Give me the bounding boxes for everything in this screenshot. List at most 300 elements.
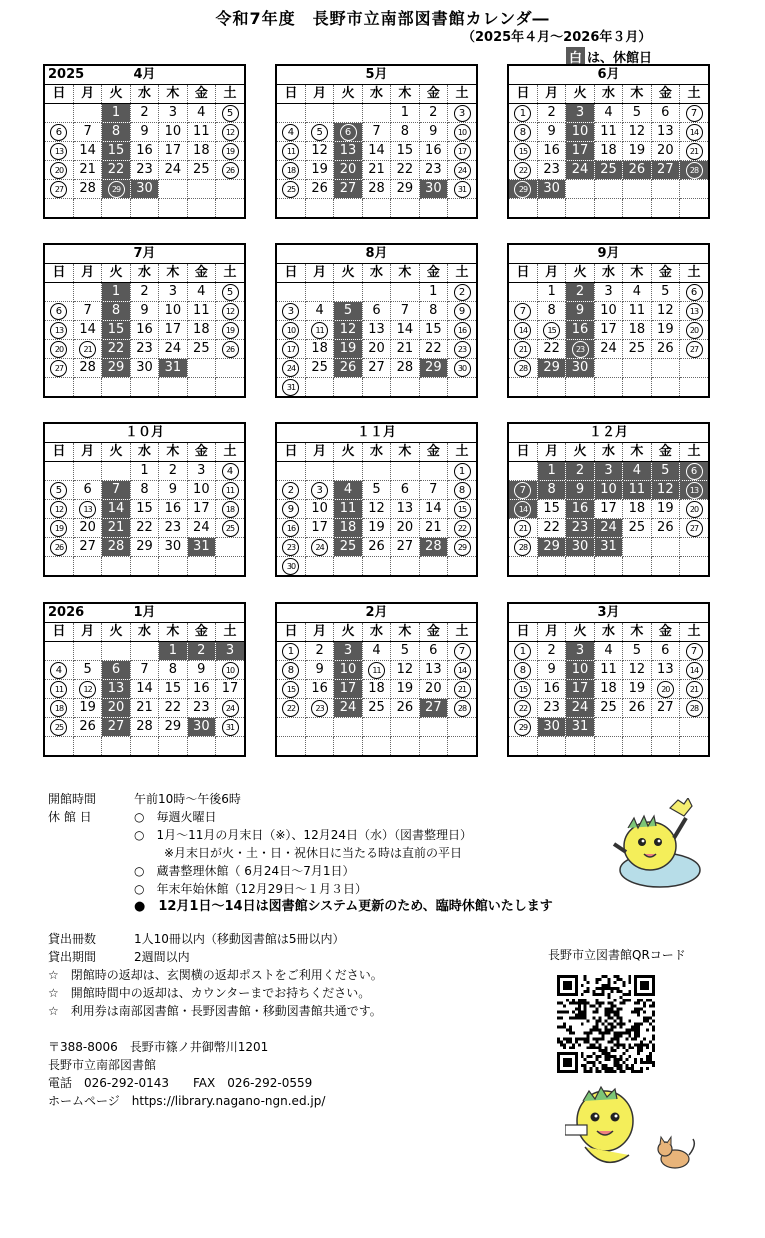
week-row [45, 340, 244, 359]
week-row [277, 481, 476, 500]
empty-cell [680, 557, 708, 576]
day-cell: 2 [305, 642, 333, 661]
day-cell: 4 [305, 302, 333, 321]
empty-cell [623, 378, 651, 397]
day-cell [277, 642, 305, 661]
empty-cell [537, 557, 565, 576]
day-cell: 19 [651, 500, 679, 519]
day-cell: 1 [391, 104, 419, 123]
holiday-circle: 12 [222, 124, 239, 141]
weekday-header: 金 [651, 623, 679, 642]
day-cell: 18 [594, 142, 622, 161]
weekday-header: 水 [362, 623, 390, 642]
holiday-circle: 21 [514, 520, 531, 537]
holiday-circle: 28 [454, 700, 471, 717]
day-cell [448, 642, 476, 661]
empty-cell [419, 557, 447, 576]
day-cell-closed: 15 [102, 321, 130, 340]
day-cell-closed: 10 [594, 481, 622, 500]
weekday-row [509, 623, 708, 642]
empty-cell [419, 199, 447, 218]
day-cell: 19 [623, 142, 651, 161]
empty-cell [277, 718, 305, 737]
weekday-header: 金 [651, 264, 679, 283]
month-header [45, 66, 244, 85]
day-grid [277, 623, 476, 755]
day-cell [448, 283, 476, 302]
week-row [277, 161, 476, 180]
month-calendar [43, 64, 246, 219]
empty-cell [45, 104, 73, 123]
holiday-circle: 24 [282, 360, 299, 377]
week-row [509, 302, 708, 321]
empty-cell [623, 538, 651, 557]
holiday-circle: 6 [50, 124, 67, 141]
holiday-circle: 13 [50, 322, 67, 339]
day-cell [509, 680, 537, 699]
weekday-header: 火 [334, 443, 362, 462]
legend-text: は、休館日 [587, 51, 653, 66]
empty-cell [45, 283, 73, 302]
holiday-circle: 30 [282, 558, 299, 575]
holiday-circle: 25 [282, 181, 299, 198]
day-cell: 23 [130, 340, 158, 359]
day-cell [509, 642, 537, 661]
week-row [277, 642, 476, 661]
week-row [45, 462, 244, 481]
weekday-header: 月 [305, 85, 333, 104]
day-grid [45, 264, 244, 396]
weekday-row [509, 443, 708, 462]
day-cell [277, 699, 305, 718]
day-cell [216, 123, 244, 142]
holiday-circle: 9 [282, 501, 299, 518]
weekday-header: 金 [187, 85, 215, 104]
holiday-circle: 13 [79, 501, 96, 518]
empty-cell [305, 737, 333, 756]
day-cell [680, 680, 708, 699]
month-label: 7月 [133, 246, 156, 261]
weekday-header: 水 [362, 85, 390, 104]
holiday-circle: 8 [514, 124, 531, 141]
empty-cell [537, 199, 565, 218]
day-cell: 26 [651, 340, 679, 359]
holiday-circle: 8 [514, 662, 531, 679]
day-cell: 16 [537, 680, 565, 699]
empty-cell [680, 718, 708, 737]
empty-cell [216, 180, 244, 199]
holiday-circle: 27 [686, 520, 703, 537]
day-cell: 2 [159, 462, 187, 481]
closed-item: ○ 毎週火曜日 [134, 810, 217, 824]
empty-cell [651, 557, 679, 576]
holiday-circle: 14 [514, 501, 531, 518]
weekday-header: 月 [73, 85, 101, 104]
day-cell-closed: 5 [334, 302, 362, 321]
day-grid [509, 443, 708, 575]
weekday-header: 月 [537, 623, 565, 642]
day-cell: 25 [187, 161, 215, 180]
day-cell: 28 [362, 180, 390, 199]
holiday-circle: 13 [686, 482, 703, 499]
empty-cell [509, 557, 537, 576]
day-cell [216, 718, 244, 737]
week-row [45, 538, 244, 557]
day-cell [448, 661, 476, 680]
day-cell: 22 [159, 699, 187, 718]
day-cell-closed: 7 [102, 481, 130, 500]
day-cell: 6 [651, 642, 679, 661]
day-cell: 4 [362, 642, 390, 661]
empty-cell [362, 283, 390, 302]
holiday-circle: 8 [282, 662, 299, 679]
month-calendar [275, 243, 478, 398]
week-row [277, 302, 476, 321]
weekday-header: 木 [391, 85, 419, 104]
empty-cell [102, 557, 130, 576]
day-cell [680, 104, 708, 123]
day-cell: 3 [594, 283, 622, 302]
empty-cell [216, 359, 244, 378]
holiday-circle: 6 [686, 284, 703, 301]
day-cell: 24 [594, 340, 622, 359]
day-cell [277, 661, 305, 680]
week-row [45, 500, 244, 519]
day-cell [305, 123, 333, 142]
weekday-header: 月 [537, 443, 565, 462]
empty-cell [362, 737, 390, 756]
day-cell: 7 [73, 123, 101, 142]
empty-cell [216, 538, 244, 557]
day-cell: 4 [594, 642, 622, 661]
weekday-header: 火 [334, 264, 362, 283]
week-row [509, 737, 708, 756]
weekday-header: 金 [419, 443, 447, 462]
month-calendar [43, 243, 246, 398]
day-cell-closed: 3 [216, 642, 244, 661]
weekday-header: 金 [419, 85, 447, 104]
holiday-circle: 5 [311, 124, 328, 141]
day-cell: 28 [391, 359, 419, 378]
closed-item-notice: ● 12月1日～14日は図書館システム更新のため、臨時休館いたします [134, 899, 553, 914]
day-cell: 25 [187, 340, 215, 359]
day-cell: 21 [362, 161, 390, 180]
day-cell-closed: 22 [102, 340, 130, 359]
weekday-row [45, 623, 244, 642]
holiday-circle: 1 [282, 643, 299, 660]
week-row [45, 642, 244, 661]
holiday-circle: 7 [514, 303, 531, 320]
day-cell: 16 [305, 680, 333, 699]
day-cell-closed: 31 [594, 538, 622, 557]
weekday-header: 木 [159, 623, 187, 642]
day-grid [277, 443, 476, 575]
month-header [509, 245, 708, 264]
holiday-circle: 27 [50, 360, 67, 377]
holiday-circle: 27 [686, 341, 703, 358]
day-cell-closed: 6 [102, 661, 130, 680]
weekday-row [45, 85, 244, 104]
month-calendar [507, 243, 710, 398]
day-cell [680, 123, 708, 142]
day-cell-closed [509, 180, 537, 199]
loan-label: 貸出冊数 [48, 932, 97, 946]
day-cell-closed: 4 [334, 481, 362, 500]
day-cell: 5 [73, 661, 101, 680]
day-cell: 11 [187, 302, 215, 321]
week-row [509, 661, 708, 680]
holiday-circle: 6 [686, 463, 703, 480]
day-cell-closed: 25 [334, 538, 362, 557]
empty-cell [448, 378, 476, 397]
day-cell: 9 [187, 661, 215, 680]
empty-cell [73, 104, 101, 123]
day-cell: 22 [537, 340, 565, 359]
empty-cell [391, 737, 419, 756]
empty-cell [623, 180, 651, 199]
day-grid [45, 623, 244, 755]
weekday-row [277, 623, 476, 642]
holiday-circle: 3 [282, 303, 299, 320]
holiday-circle: 5 [222, 105, 239, 122]
day-cell-closed [680, 481, 708, 500]
empty-cell [305, 718, 333, 737]
day-cell-closed: 30 [419, 180, 447, 199]
day-cell-closed: 2 [566, 462, 594, 481]
holiday-circle: 26 [50, 539, 67, 556]
day-cell: 2 [537, 104, 565, 123]
holiday-circle: 17 [282, 341, 299, 358]
day-cell-closed: 1 [102, 104, 130, 123]
day-cell [448, 699, 476, 718]
day-cell: 12 [623, 123, 651, 142]
month-label: 8月 [365, 246, 388, 261]
day-cell: 29 [391, 180, 419, 199]
empty-cell [594, 180, 622, 199]
weekday-header: 火 [566, 85, 594, 104]
day-cell [448, 359, 476, 378]
day-cell: 22 [537, 519, 565, 538]
day-cell: 5 [623, 642, 651, 661]
week-row [277, 321, 476, 340]
hours-value: 午前10時～午後6時 [134, 792, 241, 806]
day-cell [448, 180, 476, 199]
day-cell [448, 680, 476, 699]
day-cell [73, 500, 101, 519]
day-cell [277, 142, 305, 161]
day-cell: 1 [130, 462, 158, 481]
qr-code-icon[interactable] [557, 975, 655, 1073]
empty-cell [334, 462, 362, 481]
day-cell: 14 [391, 321, 419, 340]
weekday-header: 火 [102, 623, 130, 642]
day-cell: 18 [187, 142, 215, 161]
empty-cell [362, 718, 390, 737]
day-cell [305, 538, 333, 557]
day-cell: 14 [73, 321, 101, 340]
day-cell: 27 [391, 538, 419, 557]
mascot-dinosaur-icon [608, 798, 704, 890]
phone-line: 電話 026-292-0143 FAX 026-292-0559 [48, 1076, 313, 1090]
day-cell-closed: 4 [623, 462, 651, 481]
day-cell [448, 481, 476, 500]
holiday-circle: 31 [282, 379, 299, 396]
holiday-circle: 30 [454, 360, 471, 377]
day-cell: 2 [419, 104, 447, 123]
day-cell: 8 [391, 123, 419, 142]
day-grid [277, 264, 476, 396]
weekday-header: 日 [45, 85, 73, 104]
day-cell [45, 161, 73, 180]
weekday-header: 火 [102, 443, 130, 462]
month-calendar [507, 422, 710, 577]
empty-cell [509, 199, 537, 218]
page-title: 令和7年度 長野市立南部図書館カレンダ― [215, 9, 550, 28]
weekday-header: 金 [651, 85, 679, 104]
holiday-circle: 28 [514, 360, 531, 377]
holiday-circle: 23 [311, 700, 328, 717]
weekday-header: 月 [305, 264, 333, 283]
day-cell [73, 340, 101, 359]
day-cell [680, 340, 708, 359]
empty-cell [305, 557, 333, 576]
hours-label: 開館時間 [48, 792, 97, 806]
weekday-header: 日 [509, 443, 537, 462]
day-cell [216, 142, 244, 161]
empty-cell [187, 180, 215, 199]
day-cell: 1 [537, 283, 565, 302]
holiday-circle: 15 [514, 681, 531, 698]
holiday-circle: 7 [514, 482, 531, 499]
empty-cell [102, 642, 130, 661]
day-grid [509, 85, 708, 217]
day-cell: 20 [651, 142, 679, 161]
day-cell: 3 [187, 462, 215, 481]
empty-cell [102, 199, 130, 218]
period-value: 2週間以内 [134, 950, 190, 964]
empty-cell [73, 557, 101, 576]
holiday-circle: 28 [686, 700, 703, 717]
empty-cell [73, 199, 101, 218]
holiday-circle: 15 [454, 501, 471, 518]
weekday-header: 土 [448, 85, 476, 104]
day-cell: 20 [362, 340, 390, 359]
empty-cell [623, 737, 651, 756]
week-row [277, 699, 476, 718]
day-cell-closed: 3 [566, 104, 594, 123]
empty-cell [216, 557, 244, 576]
day-cell: 26 [362, 538, 390, 557]
empty-cell [73, 378, 101, 397]
weekday-header: 金 [419, 623, 447, 642]
month-calendar [507, 602, 710, 757]
weekday-header: 金 [187, 264, 215, 283]
day-cell [45, 661, 73, 680]
empty-cell [623, 557, 651, 576]
weekday-header: 火 [566, 443, 594, 462]
week-row [277, 283, 476, 302]
day-cell [277, 180, 305, 199]
weekday-header: 土 [448, 443, 476, 462]
loan-row [48, 930, 553, 948]
week-row [509, 680, 708, 699]
holiday-circle: 12 [79, 681, 96, 698]
year-label: 2025 [48, 67, 85, 82]
empty-cell [187, 737, 215, 756]
day-cell: 25 [623, 340, 651, 359]
weekday-header: 金 [419, 264, 447, 283]
week-row [277, 123, 476, 142]
day-cell: 21 [419, 519, 447, 538]
empty-cell [509, 283, 537, 302]
day-cell: 19 [362, 519, 390, 538]
weekday-header: 木 [391, 443, 419, 462]
weekday-header: 木 [623, 623, 651, 642]
day-cell: 24 [159, 161, 187, 180]
weekday-header: 月 [73, 443, 101, 462]
day-cell-closed: 8 [102, 123, 130, 142]
day-cell: 12 [391, 661, 419, 680]
day-cell: 27 [651, 699, 679, 718]
empty-cell [391, 462, 419, 481]
weekday-header: 水 [130, 85, 158, 104]
day-cell: 15 [159, 680, 187, 699]
day-cell-closed: 10 [334, 661, 362, 680]
day-cell: 27 [73, 538, 101, 557]
holiday-circle: 22 [454, 520, 471, 537]
week-row [509, 321, 708, 340]
day-cell: 5 [623, 104, 651, 123]
day-cell: 10 [187, 481, 215, 500]
weekday-header: 日 [277, 264, 305, 283]
holiday-circle: 22 [282, 700, 299, 717]
empty-cell [680, 359, 708, 378]
day-cell: 19 [651, 321, 679, 340]
weekday-header: 土 [448, 264, 476, 283]
week-row [277, 680, 476, 699]
day-cell-closed: 24 [594, 519, 622, 538]
day-cell: 4 [187, 283, 215, 302]
holiday-circle: 25 [222, 520, 239, 537]
empty-cell [277, 462, 305, 481]
day-cell: 7 [130, 661, 158, 680]
holiday-circle: 29 [514, 719, 531, 736]
day-cell-closed: 26 [334, 359, 362, 378]
day-cell: 25 [594, 699, 622, 718]
day-cell [509, 123, 537, 142]
empty-cell [623, 199, 651, 218]
day-cell-closed [680, 462, 708, 481]
empty-cell [73, 283, 101, 302]
holiday-circle: 26 [222, 341, 239, 358]
day-cell-closed: 5 [651, 462, 679, 481]
day-cell-closed: 22 [102, 161, 130, 180]
weekday-header: 土 [216, 443, 244, 462]
day-cell [277, 359, 305, 378]
weekday-row [509, 264, 708, 283]
empty-cell [448, 718, 476, 737]
week-row [277, 359, 476, 378]
day-cell: 6 [391, 481, 419, 500]
week-row [509, 481, 708, 500]
week-row [45, 481, 244, 500]
day-cell: 6 [651, 104, 679, 123]
empty-cell [130, 557, 158, 576]
holiday-circle: 11 [50, 681, 67, 698]
empty-cell [45, 199, 73, 218]
month-label: 9月 [597, 246, 620, 261]
note-item: ☆ 閉館時の返却は、玄関横の返却ポストをご利用ください。 [48, 968, 383, 982]
